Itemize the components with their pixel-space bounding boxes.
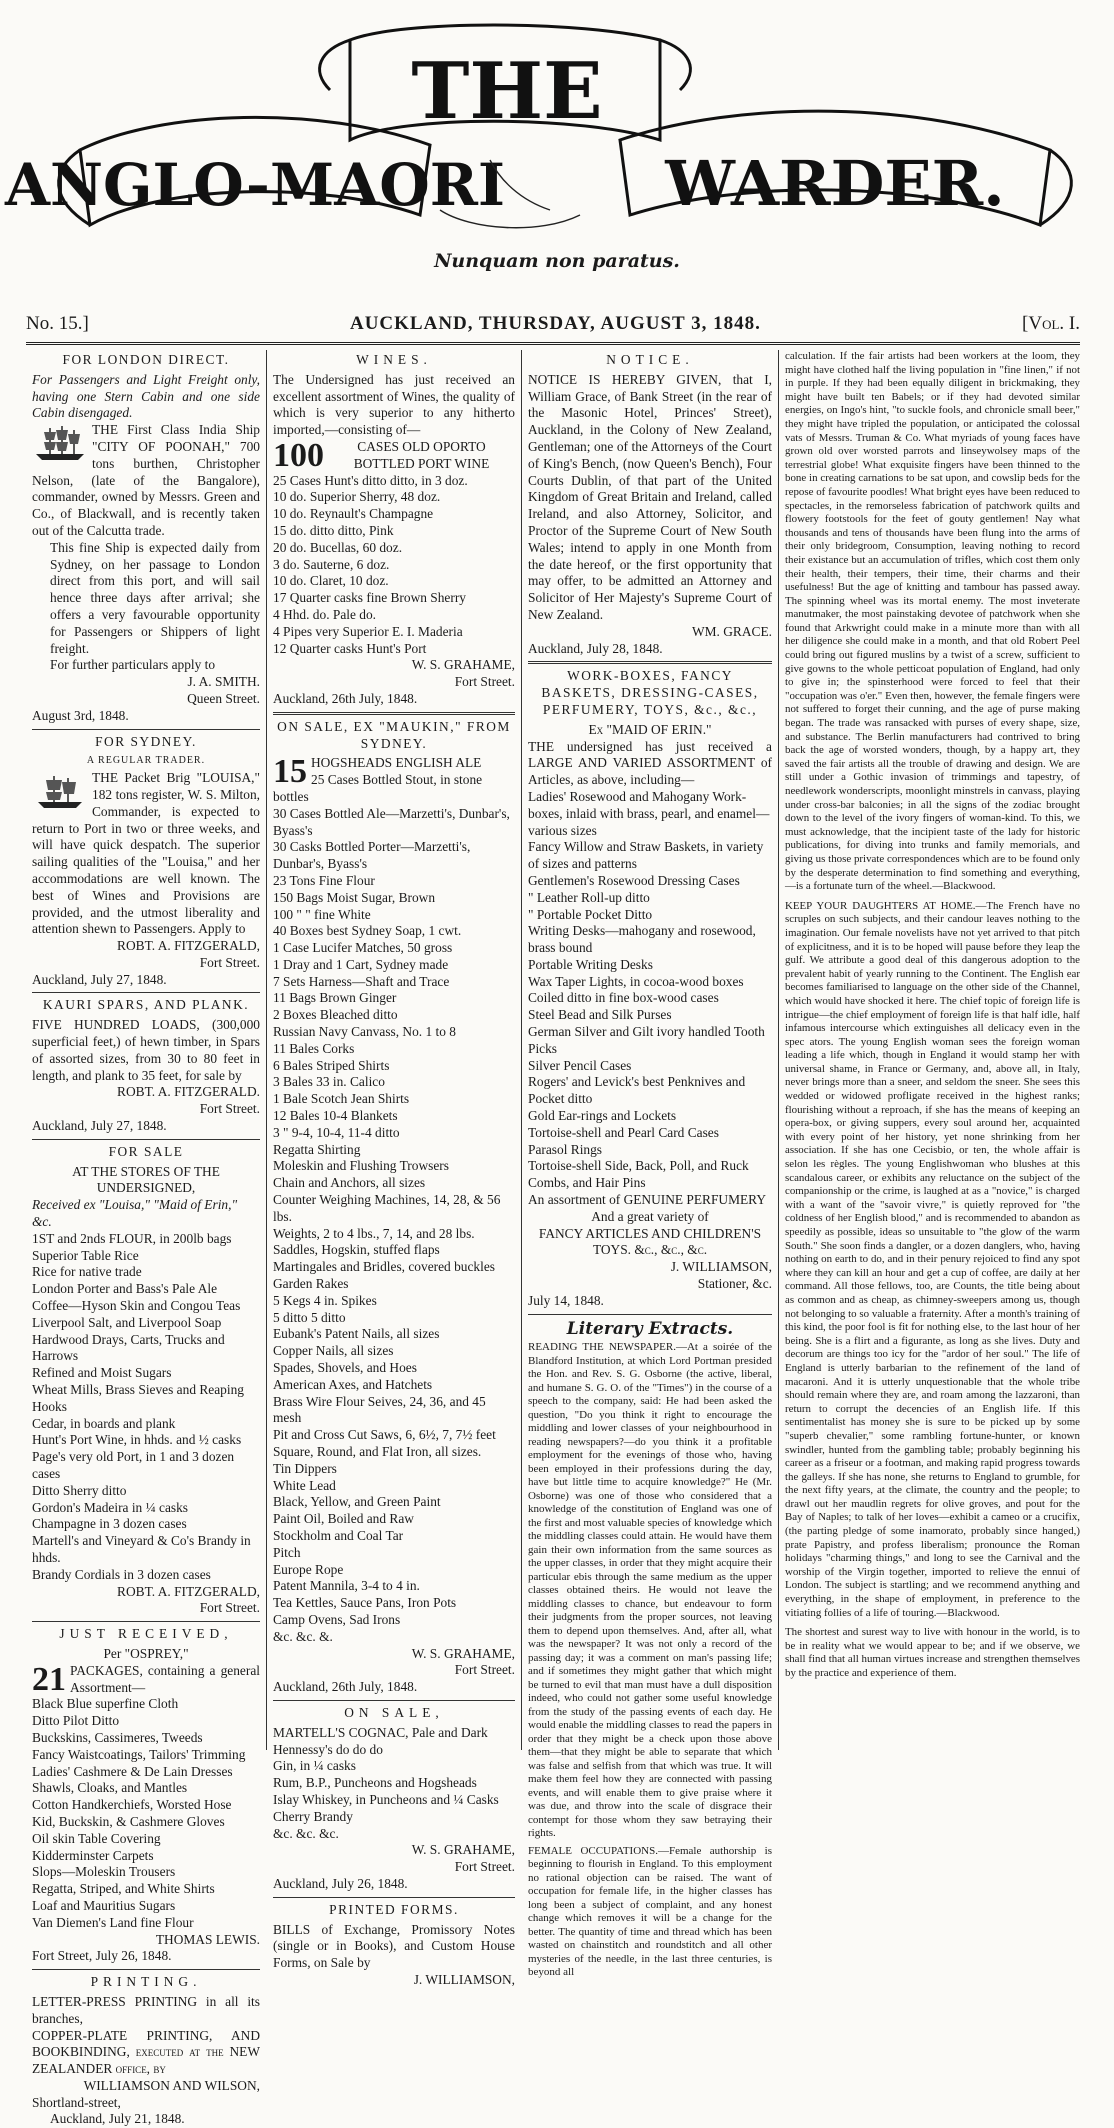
- list-item: 7 Sets Harness—Shaft and Trace: [273, 973, 450, 989]
- list-item: 1 Dray and 1 Cart, Sydney made: [273, 956, 449, 972]
- list-item: 1 Bale Scotch Jean Shirts: [273, 1091, 410, 1107]
- divider: [273, 1700, 515, 1701]
- divider: [32, 1139, 260, 1140]
- advert-signer: W. S. GRAHAME,: [411, 1645, 515, 1661]
- list-item: Paint Oil, Boiled and Raw: [273, 1511, 414, 1527]
- list-item: 6 Bales Striped Shirts: [273, 1057, 390, 1073]
- list-item: 5 ditto 5 ditto: [273, 1309, 346, 1325]
- divider: [32, 729, 260, 730]
- advert-date: August 3rd, 1848.: [32, 707, 129, 723]
- list-item: 10 do. Reynault's Champagne: [273, 506, 434, 522]
- item-list: [273, 772, 515, 1645]
- advert-sydney: [32, 734, 260, 989]
- advert-signer-place: Fort Street.: [199, 1101, 260, 1117]
- article-paragraph: READING THE NEWSPAPER.—At a soirée of the Blandford Institution, at which Lord Portman presided the Hon. and Rev. S. G. Osborne (the active, liberal, and humane S. G. O. of the "Times") in the course of a speech to the company, said: He had been asked the question, "Do you think it right to encourage the middling and lower classes of your neighbourhood in reading newspapers?—do you think it a profitable employment for the evenings of those who, having been employed in their professions during the day, have but little time to acquire knowledge?" He (Mr. Osborne) was one of those who considered that a knowledge of the constitution of England was one of the first and most valuable species of knowledge which the middling classes could attain. He would have them gain their own information from the same sources as the upper classes, in order that they might acquire their particular ebis through the same medium as the upper classes obtained theirs. He would not leave the middling classes to chance, but endeavour to form their judgments from the proper sources, not leaving them to depend upon themselves. And, after all, what was the newspaper? It was not only a record of the passing day; it was a comment on man's passing life; and if sometimes they might gather that which might be turned to evil that man must have a dull disposition indeed, who could not gather some useful knowledge from the study of the passing events of each day. He would enable the middling classes to read the papers in order that they might be a check upon those above them—that they might be able to separate that which was false and selfish from that which was true. It will make them feel how they are connected with passing events, and will enable them to give praise where it was due, and throw into the scale of disgrace their contempt for those whom they saw betraying their rights.: [528, 1341, 772, 1840]
- notice: [528, 352, 772, 657]
- item-list: [273, 1725, 515, 1843]
- advert-intro: THE undersigned has just received a LARGE AND VARIED ASSORTMENT of Articles, as above, including—: [528, 738, 772, 788]
- advert-signer: W. S. GRAHAME,: [411, 657, 515, 673]
- list-item: Van Diemen's Land fine Flour: [32, 1914, 194, 1930]
- advert-body: BILLS of Exchange, Promissory Notes (single or in Books), and Custom House Forms, on Sale by: [273, 1921, 515, 1971]
- advert-signer-place: Queen Street.: [187, 690, 260, 706]
- advert-intro: The Undersigned has just received an excellent assortment of Wines, the quality of which is very superior to any hitherto imported,—consisting of—: [273, 371, 515, 438]
- divider: [528, 1314, 772, 1315]
- advert-on-sale: [273, 1705, 515, 1893]
- list-item: Rice for native trade: [32, 1264, 142, 1280]
- list-item: 30 Cases Bottled Ale—Marzetti's, Dunbar's, Byass's: [273, 805, 510, 838]
- list-item: 15 do. ditto ditto, Pink: [273, 522, 394, 538]
- list-item: Kidderminster Carpets: [32, 1847, 154, 1863]
- list-item: Rum, B.P., Puncheons and Hogsheads: [273, 1775, 477, 1791]
- advert-signer-place: Fort Street.: [454, 1859, 515, 1875]
- advert-body: FIVE HUNDRED LOADS, (300,000 superficial feet,) of hewn timber, in Spars of assorted sizes, from 30 to 80 feet in length, and plank to 35 feet, for sale by: [32, 1017, 260, 1083]
- list-item: Square, Round, and Flat Iron, all sizes.: [273, 1444, 482, 1459]
- list-item: Martell's and Vineyard & Co's Brandy in hhds.: [32, 1533, 251, 1565]
- list-item: Pit and Cross Cut Saws, 6, 6½, 7, 7½ feet: [273, 1427, 496, 1443]
- list-item: Oil skin Table Covering: [32, 1830, 161, 1846]
- item-list: [32, 1696, 260, 1931]
- advert-printing: [32, 1974, 260, 2128]
- advert-heading: JUST RECEIVED,: [59, 1626, 233, 1642]
- list-item: 3 " 9-4, 10-4, 11-4 ditto: [273, 1124, 400, 1140]
- list-item: Fancy Waistcoatings, Tailors' Trimming: [32, 1746, 246, 1762]
- advert-heading: PRINTING.: [90, 1974, 202, 1990]
- list-item: Fancy Willow and Straw Baskets, in variety of sizes and patterns: [528, 839, 764, 872]
- list-item: German Silver and Gilt ivory handled Tooth Picks: [528, 1024, 765, 1056]
- list-item: Hardwood Drays, Carts, Trucks and Harrows: [32, 1331, 225, 1364]
- advert-heading: WINES.: [356, 352, 432, 367]
- advert-workboxes: [528, 668, 772, 1309]
- list-item: 25 Cases Hunt's ditto ditto, in 3 doz.: [273, 472, 468, 488]
- list-item: Ladies' Cashmere & De Lain Dresses: [32, 1763, 233, 1779]
- list-item: 10 do. Claret, 10 doz.: [273, 573, 389, 589]
- advert-signer-place: Fort Street.: [454, 674, 515, 690]
- list-item: Loaf and Mauritius Sugars: [32, 1897, 176, 1913]
- list-item: 3 do. Sauterne, 6 doz.: [273, 556, 390, 572]
- article-paragraph: KEEP YOUR DAUGHTERS AT HOME.—The French have no scruples on such subjects, and their candour leaves nothing to the imagination. Our female novelists have not yet arrived to that pitch of explicitness, and it is to be hoped will pause before they leap the gulf. We attribute a good deal of this dangerous adoption to the prevalent habit of yearly running to the Continent. The English ear becomes familiarised to language on the other side of the Channel, which would have shocked it here. The chief topic of foreign life is intrigue—the chief employment of foreign life is that half idle, half infamous intercourse which extinguishes all delicacy even in the spec ators. The young English woman sees the foreign woman leading a life which, though in England it would stamp her with universal shame, in France or Germany, and, above all, in Italy, never brings more than a sneer, and seldom the sneer. She sees this wedded or widowed profligate received in the highest ranks; flourishing without a reproach, if she has the means of keeping an opera-box, or giving suppers, every soul around her, acquainted with every point of her history, yet none shrinking from her association. If she has one Cecisbio, or ten, the whole affair is selon les règles. The young Englishwoman who blushes at this scandalous career, or exhibits any reluctance on the subject of the companionship or the crime, is laughed at as a "novice," is charged with a want of the "savoir vivre," is quietly reproved for "the coldness of her English blood," and is recommended to abandon as speedily as possible, ideas so unsuitable to "the glow of the warm South." She soon finds a dangler, or a dozen danglers, who, having nothing on earth to do, and in their penury rejoiced to find any spot where they can kill an hour and get a cup of coffee, are daily at her command. All those fellows, too, are Counts, the title being about as common and as cheap, as chimney-sweepers among us, though not belonging to so valuable a fraternity. After a month's training of this kind, the poor fool is fit for nothing else, to the last hour of her being. She is a flirt and a figurante, as long as she lives. Duty and decorum are things too icy for the "ardor of her soul." The life of England is utterly barbarian to the refinement of the land of macaroni. And it is utterly unquestionable that the whole tribe should remain where they are, and roam among the lazzaroni, than return to corrupt the decencies of an English life. If this sentimentalist has money she is sure to be picked up by some "superb chevalier," some rambling fortune-hunter, or known swindler, hunted from the gambling table; probably beginning his career as a friseur or a footman, and making rapid progress towards the galleys. If she has none, she returns to England to grumble, for the next fifty years, at the climate, the country and the people; to drawl out her maudlin regrets for olive groves, and pout for the Bay of Naples; to talk of her loves—exhibit a cameo or a crucifix, (the parting pledge of some inamorato, probably since hanged,) prate Papistry, and profess liberalism; pronounce the Roman holidays "charming things," and long to see the Carnival and the worship of the Virgin together, imported to relieve the ennui of London. The subject is startling; and we recommend anything and everything, in the shape of employment, in preference to the vitiating follies of a life of touring.—Blackwood.: [785, 899, 1080, 1619]
- list-item: Liverpool Salt, and Liverpool Soap: [32, 1314, 222, 1330]
- list-item: 12 Quarter casks Hunt's Port: [273, 640, 427, 656]
- list-item: Champagne in 3 dozen cases: [32, 1516, 187, 1532]
- advert-heading: KAURI SPARS, AND PLANK.: [42, 997, 250, 1013]
- advert-place: Shortland-street,: [32, 2094, 121, 2110]
- list-item: 40 Boxes best Sydney Soap, 1 cwt.: [273, 923, 462, 939]
- list-item: 3 Bales 33 in. Calico: [273, 1074, 385, 1090]
- divider: [528, 661, 772, 664]
- advert-signer: ROBT. A. FITZGERALD,: [117, 938, 260, 954]
- advert-subheading: A REGULAR TRADER.: [86, 755, 206, 767]
- list-item: Gentlemen's Rosewood Dressing Cases: [528, 872, 740, 888]
- divider: [32, 992, 260, 993]
- list-item: Tortoise-shell Side, Back, Poll, and Ruck Combs, and Hair Pins: [528, 1158, 749, 1191]
- advert-signer: THOMAS LEWIS.: [155, 1931, 260, 1947]
- list-item: Saddles, Hogskin, stuffed flaps: [273, 1242, 440, 1258]
- list-item: Parasol Rings: [528, 1141, 603, 1157]
- list-item: 4 Pipes very Superior E. I. Maderia: [273, 623, 463, 639]
- list-item: White Lead: [273, 1477, 336, 1493]
- advert-wines: [273, 352, 515, 708]
- list-item: Coiled ditto in fine box-wood cases: [528, 990, 719, 1006]
- advert-subheading: Per "OSPREY,": [103, 1645, 189, 1661]
- list-item: Kid, Buckskin, & Cashmere Gloves: [32, 1813, 225, 1829]
- list-item: An assortment of GENUINE PERFUMERY: [528, 1192, 767, 1208]
- list-item: " Portable Pocket Ditto: [528, 906, 653, 922]
- list-item: Regatta, Striped, and White Shirts: [32, 1881, 215, 1897]
- article-paragraph: The shortest and surest way to live with honour in the world, is to be in reality what we would appear to be; and if we observe, we shall find that all human virtues increase and strengthen themselves by the practice and experience of them.: [785, 1626, 1080, 1679]
- advert-signer: ROBT. A. FITZGERALD,: [117, 1583, 260, 1599]
- list-item: Pitch: [273, 1544, 301, 1560]
- advert-signer: WILLIAMSON AND WILSON,: [83, 2077, 260, 2093]
- list-item: Gin, in ¼ casks: [273, 1758, 356, 1774]
- advert-london: [32, 352, 260, 725]
- advert-heading: FOR SALE: [108, 1143, 184, 1159]
- list-item: Black, Yellow, and Green Paint: [273, 1494, 441, 1510]
- advert-heading: FOR SYDNEY.: [95, 733, 197, 749]
- list-item: 20 do. Bucellas, 60 doz.: [273, 539, 403, 555]
- list-item: And a great variety of: [591, 1208, 709, 1224]
- list-item: Superior Table Rice: [32, 1247, 139, 1263]
- list-item: 11 Bags Brown Ginger: [273, 990, 397, 1006]
- issue-number: No. 15.]: [26, 313, 89, 334]
- package-count: 21: [32, 1660, 66, 1698]
- advert-date: Auckland, 26th July, 1848.: [273, 690, 418, 706]
- list-item: Gold Ear-rings and Lockets: [528, 1108, 677, 1124]
- list-item: Buckskins, Cassimeres, Tweeds: [32, 1729, 203, 1745]
- item-list: [273, 473, 515, 658]
- advert-signer-place: Fort Street.: [454, 1662, 515, 1678]
- advert-date: Auckland, July 21, 1848.: [50, 2111, 185, 2127]
- list-item: Refined and Moist Sugars: [32, 1365, 172, 1381]
- list-item: Tin Dippers: [273, 1460, 337, 1476]
- list-item: Regatta Shirting: [273, 1141, 361, 1157]
- item-list: [528, 789, 772, 1259]
- column-3: [521, 350, 778, 1979]
- advert-heading: FOR LONDON DIRECT.: [62, 352, 230, 367]
- hogshead-count: 15: [273, 753, 307, 791]
- list-item: Brass Wire Flour Seives, 24, 36, and 45 mesh: [273, 1393, 486, 1426]
- section-heading: Literary Extracts.: [566, 1318, 734, 1339]
- advert-body: This fine Ship is expected daily from Sydney, on her passage to London direct from this port, and will sail hence three days after arrival; she offers a very favourable opportunity for Passengers or Shippers of light freight.: [50, 539, 260, 656]
- advert-subheading: Ex "MAID OF ERIN.": [588, 721, 712, 737]
- advert-intro: Received ex "Louisa," "Maid of Erin," &c.: [32, 1197, 238, 1230]
- list-item: Spades, Shovels, and Hoes: [273, 1360, 417, 1376]
- list-item: &c. &c. &.: [273, 1628, 333, 1644]
- list-item: Chain and Anchors, all sizes: [273, 1175, 426, 1191]
- notice-date: Auckland, July 28, 1848.: [528, 640, 663, 656]
- advert-body: THE Packet Brig "LOUISA," 182 tons register, W. S. Milton, Commander, is expected to return to Port in two or three weeks, and will have quick despatch. The superior sailing qualities of the "Louisa," and her accommodations are well known. The best of Wines and Provisions are provided, and the utmost liberality and attention shewn to Passengers. Apply to: [32, 770, 260, 937]
- list-item: Ditto Pilot Ditto: [32, 1713, 120, 1729]
- advert-signer: J. A. SMITH.: [187, 674, 260, 690]
- list-item: 5 Kegs 4 in. Spikes: [273, 1292, 377, 1308]
- case-count: 100: [273, 436, 324, 474]
- advert-lead: PACKAGES, containing a general Assortment—: [70, 1662, 260, 1695]
- divider: [273, 712, 515, 715]
- advert-body: THE First Class India Ship "CITY OF POONAH," 700 tons burthen, Christopher Nelson, (late of the Bangalore), commander, owned by Messrs. Green and Co., of Blackwall, and is recently taken out of the Calcutta trade.: [32, 422, 260, 538]
- advert-lead: HOGSHEADS ENGLISH ALE: [311, 755, 482, 771]
- list-item: Page's very old Port, in 1 and 3 dozen cases: [32, 1449, 235, 1481]
- columns: [26, 350, 1086, 2127]
- list-item: MARTELL'S COGNAC, Pale and Dark: [273, 1724, 488, 1740]
- advert-lead: 1ST and 2nds FLOUR, in 200lb bags: [32, 1230, 232, 1246]
- advert-signer-place: Stationer, &c.: [697, 1276, 772, 1292]
- notice-signer: WM. GRACE.: [692, 623, 772, 639]
- list-item: Copper Nails, all sizes: [273, 1343, 394, 1359]
- masthead-motto: Nunquam non paratus.: [434, 250, 680, 272]
- list-item: Cotton Handkerchiefs, Worsted Hose: [32, 1797, 232, 1813]
- advert-date: Auckland, July 27, 1848.: [32, 971, 167, 987]
- list-item: Garden Rakes: [273, 1276, 349, 1292]
- list-item: Patent Mannila, 3-4 to 4 in.: [273, 1578, 420, 1594]
- advert-date: July 14, 1848.: [528, 1292, 604, 1308]
- divider: [32, 1969, 260, 1970]
- list-item: Counter Weighing Machines, 14, 28, & 56 lbs.: [273, 1192, 501, 1224]
- list-item: Shawls, Cloaks, and Mantles: [32, 1780, 188, 1796]
- advert-signer-place: Fort Street.: [199, 954, 260, 970]
- list-item: 1 Case Lucifer Matches, 50 gross: [273, 940, 453, 956]
- article-paragraph: FEMALE OCCUPATIONS.—Female authorship is beginning to flourish in England. To this employment no rational objection can be raised. The want of occupation for female life, in the higher classes has long been a subject of complaint, and any honest change which removes it will be a change for the better. The quantity of time and thread which has been wasted on chainstitch and roundstitch and all other mysteries of the needle, in the last three centuries, is beyond all: [528, 1844, 772, 1979]
- list-item: &c. &c. &c.: [273, 1825, 339, 1841]
- masthead-anglo-maori: ANGLO-MAORI: [4, 151, 506, 219]
- advert-signer: J. WILLIAMSON,: [670, 1259, 772, 1275]
- list-item: Writing Desks—mahogany and rosewood, brass bound: [528, 923, 756, 956]
- advert-maukin: [273, 719, 515, 1696]
- dateline: [26, 306, 1080, 345]
- list-item: 23 Tons Fine Flour: [273, 872, 375, 888]
- notice-body: NOTICE IS HEREBY GIVEN, that I, William Grace, of Bank Street (in the rear of the Masonic Hotel, Princes' Street), Auckland, in the Colony of New Zealand, Gentleman; one of the Attorneys of the Court of King's Bench, (now Queen's Bench), Four Courts Dublin, of that part of the United Kingdom of Great Britain and Ireland, called Ireland, and also Attorney, Solicitor, and Proctor of the Supreme Court of New South Wales; intend to apply in one Month from the date hereof, or the first opportunity that may offer, to be admitted an Attorney and Solicitor of Her Majesty's Supreme Court of New Zealand.: [528, 371, 772, 622]
- list-item: American Axes, and Hatchets: [273, 1376, 433, 1392]
- list-item: FANCY ARTICLES AND CHILDREN'S TOYS. &c., &c., &c.: [538, 1225, 762, 1258]
- list-item: 12 Bales 10-4 Blankets: [273, 1108, 398, 1124]
- advert-signer: J. WILLIAMSON,: [413, 1971, 515, 1987]
- list-item: Black Blue superfine Cloth: [32, 1696, 179, 1712]
- masthead-warder: WARDER.: [665, 147, 1005, 220]
- list-item: Europe Rope: [273, 1561, 344, 1577]
- list-item: Islay Whiskey, in Puncheons and ¼ Casks: [273, 1791, 499, 1807]
- advert-heading: WORK-BOXES, FANCY BASKETS, DRESSING-CASES, PERFUMERY, TOYS, &c., &c.,: [541, 668, 759, 717]
- list-item: Moleskin and Flushing Trowsers: [273, 1158, 449, 1174]
- advert-signer-place: Fort Street.: [199, 1600, 260, 1616]
- literary-extracts: [528, 1318, 772, 1980]
- list-item: Brandy Cordials in 3 dozen cases: [32, 1566, 211, 1582]
- advert-body: LETTER-PRESS PRINTING in all its branches,: [32, 1993, 260, 2026]
- ship-icon: [32, 424, 88, 464]
- advert-heading: ON SALE,: [344, 1704, 444, 1720]
- list-item: Cedar, in boards and plank: [32, 1415, 176, 1431]
- list-item: Weights, 2 to 4 lbs., 7, 14, and 28 lbs.: [273, 1225, 475, 1241]
- list-item: 25 Cases Bottled Stout, in stone bottles: [273, 772, 483, 804]
- advert-signer: ROBT. A. FITZGERALD.: [117, 1084, 260, 1100]
- list-item: Tea Kettles, Sauce Pans, Iron Pots: [273, 1595, 457, 1611]
- article-paragraph: calculation. If the fair artists had been workers at the loom, they might have clothed half the living population in "fine linen," if not in purple. If they had been equally diligent in brickmaking, they might have built ten Babels; or if they had devoted similar energies, on Ingo's hint, "to suckle fools, and chronicle small beer," they might have tripled the population, or anticipated the colossal vats of Messrs. Truman & Co. What myriads of young faces have grown old over worsted parrots and linseywolsey maps of the terrestrial globe! What exquisite fingers have been thinned to the bone in creating carnations to be sat upon, and cowslip beds for the repose of favourite poodles! What bright eyes have been reduced to spectacles, in the remorseless fabrication of patchwork quilts and flowery footstools for the feet of gouty gentlemen! Nay what thousands and tens of thousands have been flung into the arms of their only bridegroom, Consumption, leaving nothing to record their existance but an accumulation of trifles, which cost them only their health, their tempers, their time, their charms and their usefulness! But the age of knitting and tambour has passed away. The spinning wheel was its mortal enemy. The most inveterate manutmaker, the most painstaking devotee of patchwork when she found that Arkwright could make in a minute more than with all her diligence she could make in a month, and that old Robert Peel could bring out figured muslins by a twist of a screw, sufficient to give gowns to the whole petticoat population of England, had only to give in; the spinsterhood were forced to feel that their "occupation was o'er." Even then, however, the female fingers were not suffered to forget their cunning, and the age of purse making began. The trade was ransacked with purses of every shape, size, and substance. The Berlin manufacturers had contrived to bring back the age of worsted wonders, though, by a happy art, they saved the fair artists all the trouble of drawing and design. We are still under a Gothic invasion of trimmings and tapestry, of needlework wonderscripts, moonlight minstrels in canvass, playing under cross-bar balconies; in all the signs of the zodiac brought down to the level of the ivory fingers of woman-kind. To this, we must acknowledge, that the incipient taste of the lady for historic publications, for diving into trunks and family memorials, and giving us those private correspondences which are to be found only by the desperate determination to find something and everything, —is a fortunate turn of the wheel.—Blackwood.: [785, 350, 1080, 893]
- list-item: 100 " " fine White: [273, 906, 371, 922]
- notice-heading: NOTICE.: [606, 352, 694, 367]
- list-item: 11 Bales Corks: [273, 1040, 355, 1056]
- advert-date: Auckland, 26th July, 1848.: [273, 1679, 418, 1695]
- list-item: Martingales and Bridles, covered buckles: [273, 1259, 495, 1275]
- column-4: [778, 350, 1086, 1750]
- list-item: Slops—Moleskin Trousers: [32, 1864, 176, 1880]
- advert-date: Auckland, July 26, 1848.: [273, 1875, 408, 1891]
- list-item: Hunt's Port Wine, in hhds. and ½ casks: [32, 1432, 242, 1448]
- list-item: 17 Quarter casks fine Brown Sherry: [273, 590, 466, 606]
- volume-number: [Vol. I.: [1022, 313, 1080, 334]
- divider: [273, 1897, 515, 1898]
- list-item: Russian Navy Canvass, No. 1 to 8: [273, 1024, 456, 1040]
- list-item: 30 Casks Bottled Porter—Marzetti's, Dunbar's, Byass's: [273, 839, 471, 872]
- advert-body: COPPER-PLATE PRINTING, AND BOOKBINDING, executed at the NEW ZEALANDER office, by: [32, 2027, 260, 2077]
- advert-date: Auckland, July 27, 1848.: [32, 1118, 167, 1134]
- advert-for-sale: [32, 1144, 260, 1617]
- advert-heading: ON SALE, EX "MAUKIN," FROM SYDNEY.: [277, 718, 511, 751]
- advert-intro: AT THE STORES OF THE UNDERSIGNED,: [72, 1163, 220, 1196]
- list-item: Ditto Sherry ditto: [32, 1482, 127, 1498]
- column-2: [266, 350, 521, 1987]
- list-item: Silver Pencil Cases: [528, 1057, 632, 1073]
- place-date: AUCKLAND, THURSDAY, AUGUST 3, 1848.: [349, 313, 761, 334]
- list-item: Cherry Brandy: [273, 1808, 353, 1824]
- column-1: [26, 350, 266, 2127]
- list-item: Steel Bead and Silk Purses: [528, 1007, 672, 1023]
- masthead-the: THE: [411, 46, 603, 137]
- list-item: Stockholm and Coal Tar: [273, 1527, 404, 1543]
- advert-intro: For Passengers and Light Freight only, having one Stern Cabin and one side Cabin disengaged.: [32, 371, 260, 421]
- list-item: Portable Writing Desks: [528, 956, 653, 972]
- list-item: Rogers' and Levick's best Penknives and Pocket ditto: [528, 1074, 746, 1107]
- advert-kauri: [32, 997, 260, 1134]
- list-item: Coffee—Hyson Skin and Congou Teas: [32, 1298, 241, 1314]
- list-item: Wheat Mills, Brass Sieves and Reaping Hooks: [32, 1382, 244, 1414]
- item-list: [32, 1248, 260, 1584]
- list-item: Ladies' Rosewood and Mahogany Work-boxes, inlaid with brass, pearl, and enamel—various sizes: [528, 788, 770, 838]
- list-item: Gordon's Madeira in ¼ casks: [32, 1499, 188, 1515]
- list-item: 4 Hhd. do. Pale do.: [273, 606, 377, 622]
- list-item: " Leather Roll-up ditto: [528, 889, 650, 905]
- advert-lead: CASES OLD OPORTO BOTTLED PORT WINE: [353, 438, 490, 471]
- ship-icon: [32, 772, 88, 812]
- list-item: London Porter and Bass's Pale Ale: [32, 1281, 218, 1297]
- list-item: Tortoise-shell and Pearl Card Cases: [528, 1124, 719, 1140]
- list-item: Wax Taper Lights, in cocoa-wood boxes: [528, 973, 744, 989]
- list-item: Camp Ovens, Sad Irons: [273, 1611, 401, 1627]
- advert-just-received: [32, 1626, 260, 1965]
- advert-signer: W. S. GRAHAME,: [411, 1842, 515, 1858]
- list-item: Hennessy's do do do: [273, 1741, 383, 1757]
- advert-date: Fort Street, July 26, 1848.: [32, 1948, 172, 1964]
- divider: [32, 1621, 260, 1622]
- advert-heading: PRINTED FORMS.: [329, 1901, 459, 1917]
- list-item: 10 do. Superior Sherry, 48 doz.: [273, 489, 441, 505]
- list-item: Eubank's Patent Nails, all sizes: [273, 1326, 440, 1342]
- list-item: 150 Bags Moist Sugar, Brown: [273, 889, 436, 905]
- advert-body: For further particulars apply to: [50, 657, 216, 673]
- list-item: 2 Boxes Bleached ditto: [273, 1007, 398, 1023]
- advert-printed-forms: [273, 1902, 515, 1989]
